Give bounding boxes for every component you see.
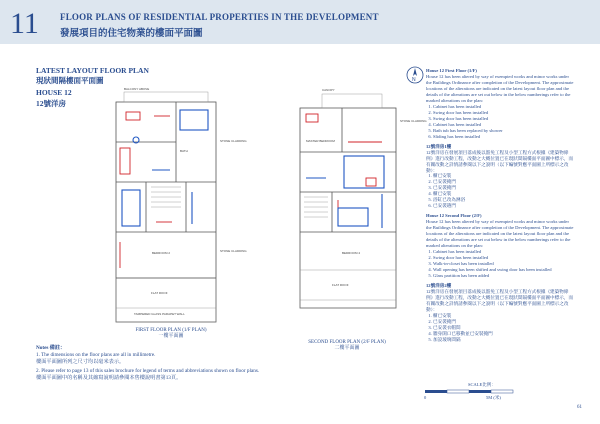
sec1-item-en: 6. Sliding has been installed [433,134,574,140]
sec2-item-en: 3. Walk-in-closet has been installed [433,261,574,267]
sec1-title-zh: 12號洋房1樓 [426,143,452,149]
room-label-bath: BATH [180,149,188,153]
sec1-list-en [426,104,574,140]
latest-layout-label-zh: 現狀間隔樓面平面圖 [36,76,104,85]
sec2-list-en [426,249,574,279]
section-header [0,0,600,44]
north-letter: N [412,77,416,83]
sec1-list-zh [426,173,574,209]
room-label-bedroom2: BEDROOM 2 [152,251,171,255]
scale-start: 0 [424,395,427,400]
sec1-item-en: 5. Bath tub has been replaced by shower [433,128,574,134]
house-label-en: HOUSE 12 [36,88,72,97]
second-floor-caption-en: SECOND FLOOR PLAN (2/F PLAN) [308,340,386,345]
sec2-item-zh: 1. 櫃已安裝 [433,313,574,319]
house-label-zh: 12號洋房 [36,99,66,108]
sec2-item-en: 2. Swing door has been installed [433,255,574,261]
sec2-item-en: 1. Cabinet has been installed [433,249,574,255]
room-label-canopy: CANOPY [322,88,335,92]
section-title-zh: 發展項目的住宅物業的樓面平面圖 [60,29,203,39]
room-label-cladding-1: STONE CLADDING [220,139,247,143]
latest-layout-label-en: LATEST LAYOUT FLOOR PLAN [36,66,149,75]
note-1-en: 1. The dimensions on the floor plans are all in millimetre. [36,352,156,359]
sec1-item-en: 1. Cabinet has been installed [433,104,574,110]
north-arrow-icon [406,66,424,84]
room-label-flat-roof-2: FLAT ROOF [332,283,349,287]
room-label-cladding-3: STONE CLADDING [400,119,427,123]
sec2-item-zh: 4. 牆身開口已移動並已安裝掩門 [433,331,574,337]
first-floor-caption [96,328,246,341]
first-floor-plan-drawing [96,82,246,332]
first-floor-caption-en: FIRST FLOOR PLAN (1/F PLAN) [135,328,207,333]
room-label-flat-roof: FLAT ROOF [151,291,168,295]
scale-label: SCALE比例： [468,382,496,387]
notes-block [36,345,406,382]
sec2-item-en: 5. Glass partition has been added [433,273,574,279]
second-floor-plan-drawing [282,82,427,332]
note-2-en: 2. Please refer to page 13 of this sales brochure for legend of terms and abbreviations shown on floor plans. [36,368,260,375]
sec2-title-en: House 12 Second Floor (2/F) [426,213,482,219]
sec2-item-en: 4. Wall opening has been shifted and swing door has been installed [433,267,574,273]
sec1-item-zh: 6. 已安裝趟門 [433,203,574,209]
sec1-title-en: House 12 First Floor (1/F) [426,68,477,73]
sec2-list-zh [426,313,574,343]
second-floor-caption-zh: 二樓平面圖 [334,346,360,352]
sec2-title-zh: 12號洋房2樓 [426,282,452,288]
note-2-zh: 樓面平面圖中的名稱及其縮寫說明請參閱本售樓說明書第13頁。 [36,375,182,382]
sec1-intro-en: House 12 has been altered by way of exempted works and minor works under the Buildings Ordinance after completion of the Development. The approximate locations of the alterations are indicated on the latest layout floor plan and the details of the alterations are set out below in the below numberings refer to the marked alterations on the plan: [426,73,574,103]
first-floor-caption-zh: 一樓平面圖 [158,334,184,340]
sec1-intro-zh: 12號洋房在發展項目落成後以豁免工程及小型工程方式根據《建築物條例》進行改動工程，改動之大概位置已在現狀間隔樓面平面圖中標示，而有關改動之詳情請參閱以下之說明（以下編號對應平面圖上所標示之改動）： [426,149,574,173]
room-label-balcony: BALCONY ABOVE [124,87,150,91]
sec1-item-zh: 1. 櫃已安裝 [433,173,574,179]
notes-heading: Notes 備註： [36,345,66,351]
sec2-intro-zh: 12號洋房在發展項目落成後以豁免工程及小型工程方式根據《建築物條例》進行改動工程，改動之大概位置已在現狀間隔樓面平面圖中標示，而有關改動之詳情請參閱以下之說明（以下編號對應平面圖上所標示之改動）： [426,288,574,312]
sec1-item-zh: 4. 櫃已安裝 [433,191,574,197]
page-number: 61 [577,405,582,410]
sec2-item-zh: 3. 已安裝衣帽間 [433,325,574,331]
section-number: 11 [10,7,39,40]
note-1-zh: 樓面平面圖所列之尺寸均以毫米表示。 [36,359,125,366]
section-title-en: FLOOR PLANS OF RESIDENTIAL PROPERTIES IN THE DEVELOPMENT [60,12,379,22]
scale-end: 5M (米) [486,395,501,400]
sec1-item-en: 4. Cabinet has been installed [433,122,574,128]
room-label-bedroom4: BEDROOM 4 [342,251,361,255]
scale-bar [424,382,544,401]
sec1-item-en: 3. Swing door has been installed [433,116,574,122]
sec2-intro-en: House 12 has been altered by way of exempted works and minor works under the Buildings Ordinance after completion of the Development. The approximate locations of the alterations are indicated on the latest layout floor plan and the details of the alterations are set out below in the below numberings refer to the marked alterations on the plan: [426,219,574,249]
sec2-item-zh: 5. 加設玻璃間隔 [433,337,574,343]
sec1-item-en: 2. Swing door has been installed [433,110,574,116]
sec1-item-zh: 2. 已安裝掩門 [433,179,574,185]
room-label-parapet: TAMPERED GLASS PARAPET WALL [134,312,185,316]
sec1-item-zh: 5. 浴缸已改為淋浴 [433,197,574,203]
sec2-item-zh: 2. 已安裝掩門 [433,319,574,325]
alteration-notes [426,68,574,343]
room-label-cladding-2: STONE CLADDING [220,249,247,253]
room-label-master: MASTER BEDROOM [306,139,335,143]
sec1-item-zh: 3. 已安裝掩門 [433,185,574,191]
